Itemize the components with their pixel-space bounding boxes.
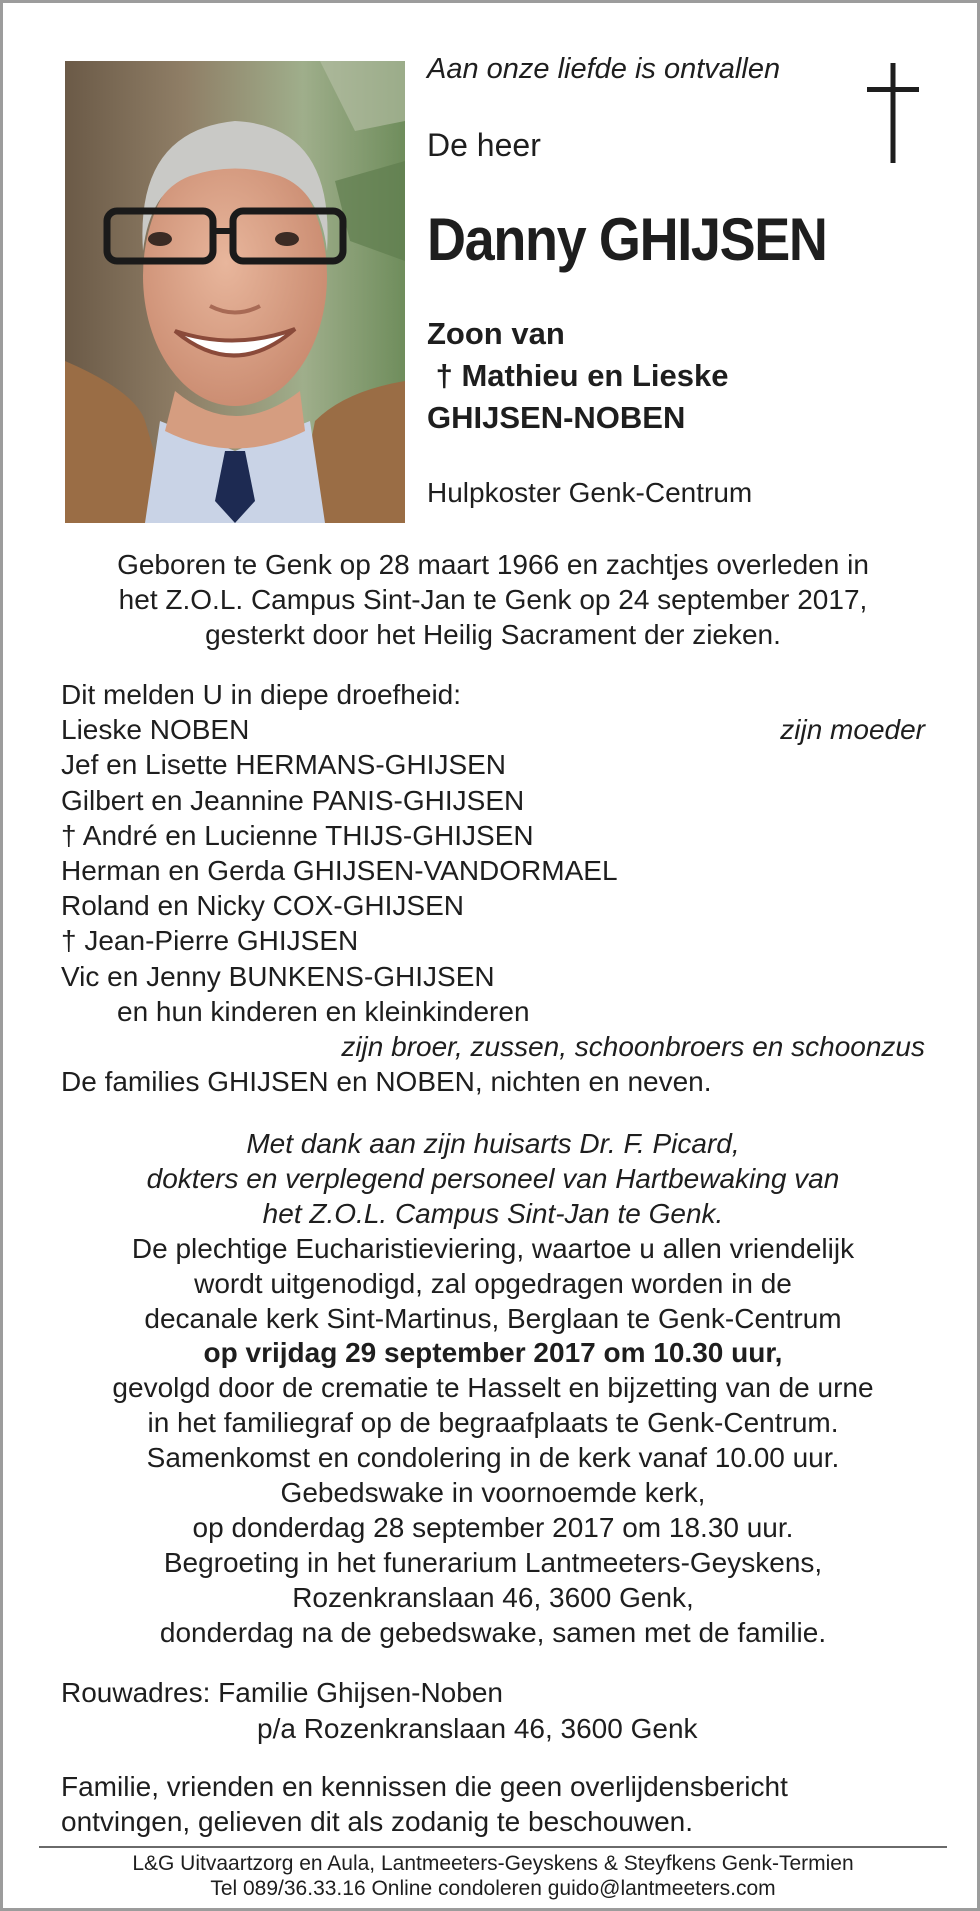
birth-death-paragraph bbox=[43, 547, 943, 652]
family-member: Herman en Gerda GHIJSEN-VANDORMAEL bbox=[61, 855, 618, 887]
thanks-line: het Z.O.L. Campus Sint-Jan te Genk. bbox=[262, 1197, 724, 1229]
mourning-address bbox=[61, 1675, 698, 1747]
ceremony-line: decanale kerk Sint-Martinus, Berglaan te Genk-Centrum bbox=[144, 1302, 842, 1334]
followup-line: Gebedswake in voornoemde kerk, bbox=[280, 1477, 706, 1509]
parents-line: GHIJSEN-NOBEN bbox=[427, 400, 686, 435]
latin-cross-icon bbox=[867, 63, 919, 163]
parents-line: Zoon van bbox=[427, 316, 565, 351]
mother-relation: zijn moeder bbox=[780, 714, 925, 746]
footer-line: L&G Uitvaartzorg en Aula, Lantmeeters-Geyskens & Steyfkens Genk-Termien bbox=[132, 1852, 854, 1875]
followup-line: Begroeting in het funerarium Lantmeeters-Geyskens, bbox=[163, 1546, 823, 1578]
followup-line: op donderdag 28 september 2017 om 18.30 uur. bbox=[192, 1511, 794, 1543]
ceremony-line: De plechtige Eucharistieviering, waartoe u allen vriendelijk bbox=[131, 1232, 855, 1264]
followup-line: Samenkomst en condolering in de kerk vanaf 10.00 uur. bbox=[146, 1442, 840, 1474]
salutation: De heer bbox=[427, 127, 541, 163]
funeral-home-footer bbox=[33, 1851, 953, 1901]
family-member: Vic en Jenny BUNKENS-GHIJSEN bbox=[61, 960, 495, 992]
followup-line: donderdag na de gebedswake, samen met de familie. bbox=[159, 1616, 827, 1648]
birth-line: Geboren te Genk op 28 maart 1966 en zachtjes overleden in bbox=[117, 549, 869, 580]
portrait-photo bbox=[65, 61, 405, 523]
siblings-relation: zijn broer, zussen, schoonbroers en schoonzus bbox=[341, 1031, 925, 1063]
followup-line: Rozenkranslaan 46, 3600 Genk, bbox=[292, 1581, 694, 1613]
notice-paragraph bbox=[61, 1769, 788, 1839]
mother-name: Lieske NOBEN bbox=[61, 714, 250, 746]
role-text: Hulpkoster Genk-Centrum bbox=[427, 477, 753, 508]
birth-line: gesterkt door het Heilig Sacrament der zieken. bbox=[205, 619, 781, 650]
ceremony-line: wordt uitgenodigd, zal opgedragen worden in de bbox=[194, 1267, 792, 1299]
extended-family: De families GHIJSEN en NOBEN, nichten en neven. bbox=[61, 1066, 712, 1098]
portrait-image bbox=[65, 61, 405, 523]
parents-line: † Mathieu en Lieske bbox=[427, 358, 729, 393]
family-member: † Jean-Pierre GHIJSEN bbox=[61, 925, 359, 957]
birth-line: het Z.O.L. Campus Sint-Jan te Genk op 24 september 2017, bbox=[118, 584, 868, 615]
thanks-line: Met dank aan zijn huisarts Dr. F. Picard, bbox=[246, 1128, 740, 1159]
address-line: p/a Rozenkranslaan 46, 3600 Genk bbox=[257, 1713, 698, 1744]
notice-line: Familie, vrienden en kennissen die geen overlijdensbericht bbox=[61, 1771, 788, 1802]
footer-line: Tel 089/36.33.16 Online condoleren guido@lantmeeters.com bbox=[210, 1877, 776, 1900]
family-member: Jef en Lisette HERMANS-GHIJSEN bbox=[61, 749, 507, 781]
followup-line: gevolgd door de crematie te Hasselt en bijzetting van de urne bbox=[112, 1372, 874, 1404]
family-member: Roland en Nicky COX-GHIJSEN bbox=[61, 890, 465, 922]
followup-line: in het familiegraf op de begraafplaats te Genk-Centrum. bbox=[147, 1407, 839, 1439]
cross-icon bbox=[867, 63, 919, 163]
parents-block bbox=[427, 313, 729, 439]
intro-text: Aan onze liefde is ontvallen bbox=[427, 53, 781, 85]
service-paragraph bbox=[33, 1127, 953, 1651]
family-intro: Dit melden U in diepe droefheid: bbox=[61, 679, 462, 710]
thanks-line: dokters en verplegend personeel van Hartbewaking van bbox=[146, 1162, 840, 1194]
footer-divider bbox=[39, 1846, 947, 1848]
address-line: Rouwadres: Familie Ghijsen-Noben bbox=[61, 1677, 503, 1708]
deceased-name: Danny GHIJSEN bbox=[427, 206, 827, 273]
ceremony-date: op vrijdag 29 september 2017 om 10.30 uur, bbox=[203, 1337, 783, 1369]
notice-line: ontvingen, gelieven dit als zodanig te beschouwen. bbox=[61, 1806, 693, 1837]
children-line: en hun kinderen en kleinkinderen bbox=[117, 995, 530, 1027]
family-member-mother bbox=[61, 712, 925, 747]
family-member: Gilbert en Jeannine PANIS-GHIJSEN bbox=[61, 784, 525, 816]
family-member: † André en Lucienne THIJS-GHIJSEN bbox=[61, 819, 534, 851]
family-list bbox=[61, 677, 925, 1099]
